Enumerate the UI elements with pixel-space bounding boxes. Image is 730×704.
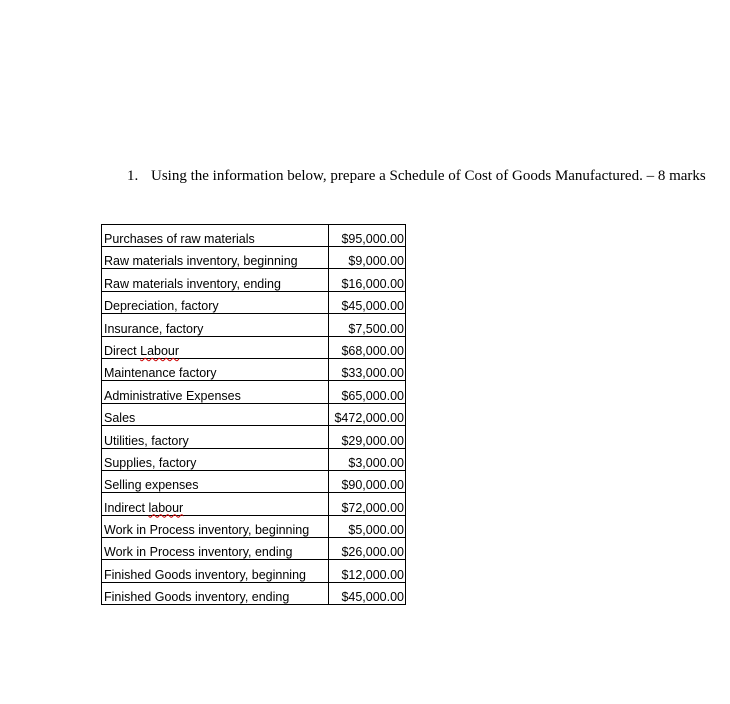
row-label: Finished Goods inventory, beginning [102, 560, 329, 582]
table-row [102, 314, 406, 336]
row-amount: $95,000.00 [329, 225, 406, 247]
table-row [102, 515, 406, 537]
row-label [102, 336, 329, 358]
question-item [127, 167, 717, 186]
table-row [102, 560, 406, 582]
question-text: Using the information below, prepare a Schedule of Cost of Goods Manufactured. – 8 marks [151, 168, 706, 184]
spellcheck-flagged-word: Labour [140, 343, 180, 358]
row-label: Purchases of raw materials [102, 225, 329, 247]
cost-data-table [101, 224, 406, 605]
table-row [102, 470, 406, 492]
row-amount: $90,000.00 [329, 470, 406, 492]
row-amount: $68,000.00 [329, 336, 406, 358]
row-label: Supplies, factory [102, 448, 329, 470]
row-label: Selling expenses [102, 470, 329, 492]
table-row [102, 291, 406, 313]
row-amount: $33,000.00 [329, 358, 406, 380]
table-row [102, 225, 406, 247]
row-amount: $45,000.00 [329, 291, 406, 313]
row-amount: $5,000.00 [329, 515, 406, 537]
table-row [102, 381, 406, 403]
table-row [102, 247, 406, 269]
question-number: 1. [127, 168, 139, 184]
table-row [102, 426, 406, 448]
row-label: Administrative Expenses [102, 381, 329, 403]
row-label [102, 493, 329, 515]
row-label: Maintenance factory [102, 358, 329, 380]
table-row [102, 538, 406, 560]
row-amount: $472,000.00 [329, 403, 406, 425]
table-row [102, 269, 406, 291]
spellcheck-flagged-word: labour [148, 500, 184, 515]
row-label-prefix: Indirect [104, 500, 149, 515]
row-label: Raw materials inventory, beginning [102, 247, 329, 269]
row-label: Sales [102, 403, 329, 425]
table-row [102, 582, 406, 604]
row-amount: $9,000.00 [329, 247, 406, 269]
row-amount: $12,000.00 [329, 560, 406, 582]
row-label-prefix: Direct [104, 343, 141, 358]
table-row [102, 493, 406, 515]
row-amount: $72,000.00 [329, 493, 406, 515]
row-amount: $7,500.00 [329, 314, 406, 336]
row-amount: $26,000.00 [329, 538, 406, 560]
row-label: Work in Process inventory, ending [102, 538, 329, 560]
table-row [102, 358, 406, 380]
row-label: Work in Process inventory, beginning [102, 515, 329, 537]
row-amount: $29,000.00 [329, 426, 406, 448]
row-label: Raw materials inventory, ending [102, 269, 329, 291]
row-amount: $16,000.00 [329, 269, 406, 291]
row-amount: $45,000.00 [329, 582, 406, 604]
row-label: Finished Goods inventory, ending [102, 582, 329, 604]
row-label: Depreciation, factory [102, 291, 329, 313]
table-row [102, 403, 406, 425]
table-row [102, 448, 406, 470]
row-amount: $65,000.00 [329, 381, 406, 403]
row-amount: $3,000.00 [329, 448, 406, 470]
table-row [102, 336, 406, 358]
row-label: Insurance, factory [102, 314, 329, 336]
row-label: Utilities, factory [102, 426, 329, 448]
